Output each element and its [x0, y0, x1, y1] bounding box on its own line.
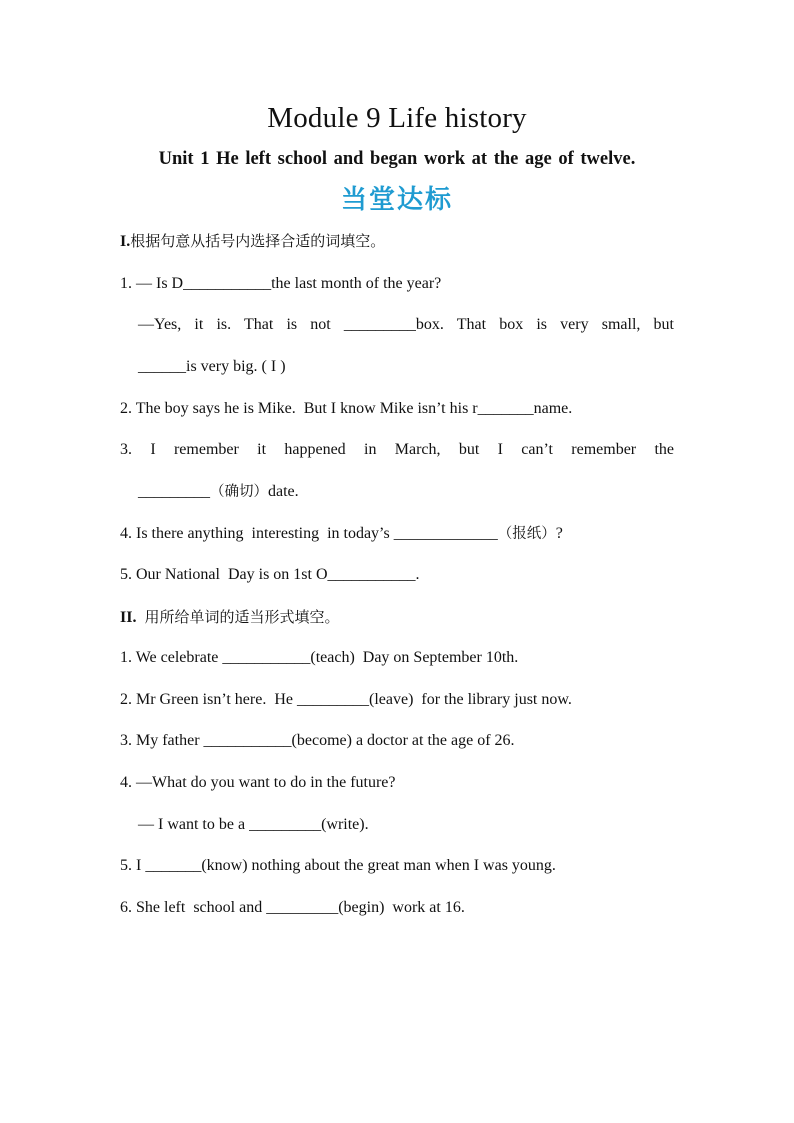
s1-q3-end: date. — [268, 483, 299, 500]
s1-q1-line2: —Yes, it is. That is not _________box. That box is very small, but — [138, 316, 674, 333]
section-1-instruction: 根据句意从括号内选择合适的词填空。 — [130, 232, 386, 250]
s2-q2: 2. Mr Green isn’t here. He _________(leave) for the library just now. — [120, 691, 572, 708]
s2-q4-line2: — I want to be a _________(write). — [138, 816, 369, 833]
section-2-heading — [120, 606, 339, 629]
s2-q1: 1. We celebrate ___________(teach) Day on September 10th. — [120, 649, 519, 666]
s1-q4-hint: （报纸） — [497, 526, 556, 542]
section-2-number: II. — [120, 609, 137, 626]
s2-q3: 3. My father ___________(become) a doctor at the age of 26. — [120, 732, 515, 749]
s1-q4 — [120, 523, 563, 545]
s2-q4-line1: 4. —What do you want to do in the future? — [120, 774, 396, 791]
s1-q1-line1: 1. — Is D___________the last month of the year? — [120, 275, 442, 292]
s1-q2: 2. The boy says he is Mike. But I know Mike isn’t his r_______name. — [120, 400, 573, 417]
unit-title: Unit 1 He left school and began work at the age of twelve. — [158, 149, 636, 169]
section-banner: 当堂达标 — [340, 185, 453, 215]
s1-q4-start: 4. Is there anything interesting in today’s _____________ — [120, 525, 498, 542]
s1-q1-line3: ______is very big. ( I ) — [138, 358, 286, 375]
s1-q3-line1: 3. I remember it happened in March, but I can’t remember the — [120, 441, 674, 458]
section-2-instruction: 用所给单词的适当形式填空。 — [144, 608, 340, 626]
section-1-heading — [120, 230, 385, 253]
s2-q5: 5. I _______(know) nothing about the great man when I was young. — [120, 857, 556, 874]
s1-q3-line2 — [138, 481, 299, 503]
module-title: Module 9 Life history — [267, 102, 527, 134]
s1-q5: 5. Our National Day is on 1st O___________. — [120, 566, 420, 583]
s1-q4-end: ? — [555, 525, 563, 542]
s1-q3-hint: （确切） — [210, 484, 268, 500]
section-1-number: I. — [120, 233, 131, 250]
s1-q3-blank: _________ — [138, 483, 210, 500]
s2-q6: 6. She left school and _________(begin) work at 16. — [120, 899, 465, 916]
